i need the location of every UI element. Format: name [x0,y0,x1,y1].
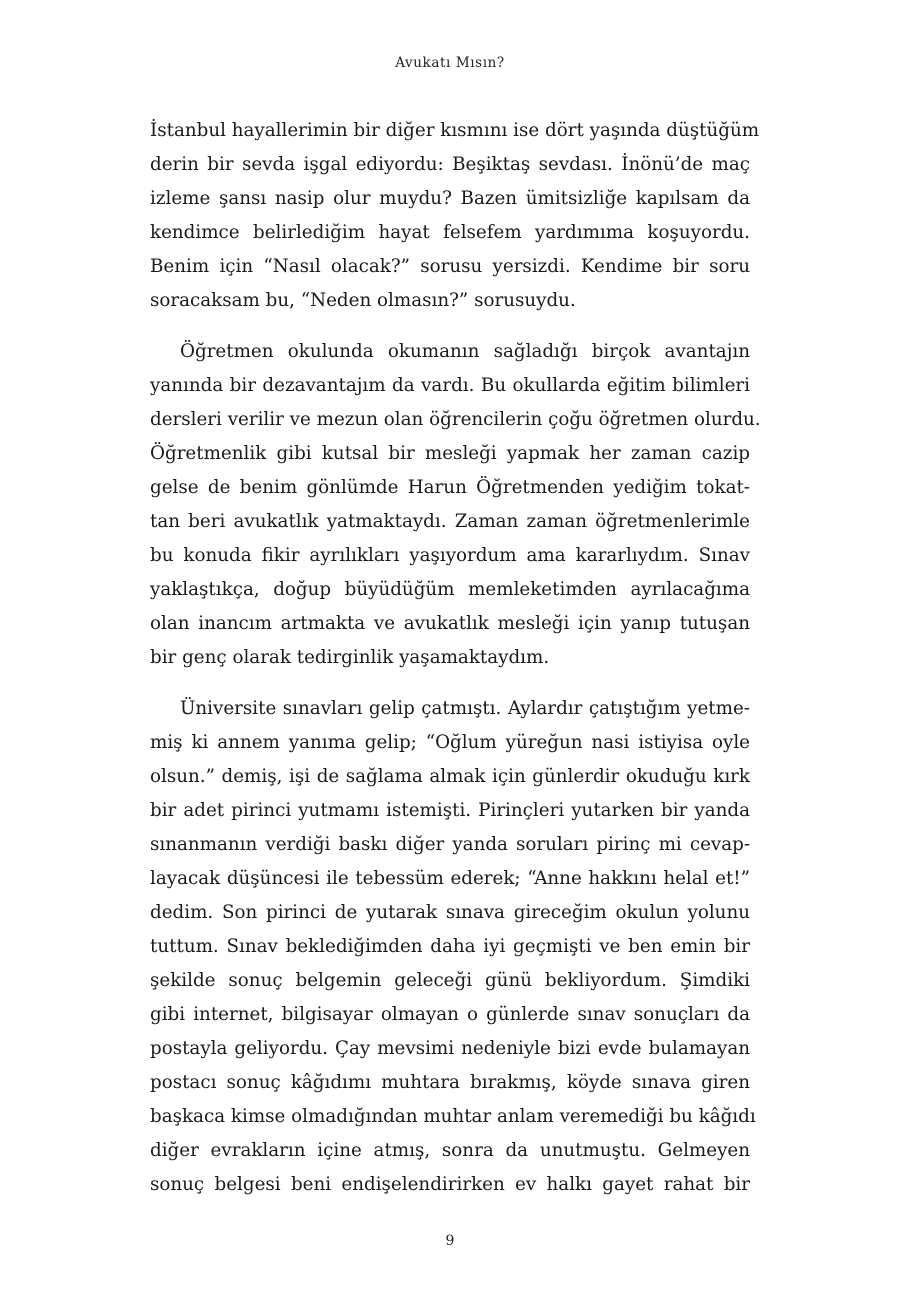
text-line: postayla geliyordu. Çay mevsimi nedeniyle bizi evde bulamayan [150,1038,750,1059]
text-line: Öğretmen okulunda okumanın sağladığı birçok avantajın [180,341,750,362]
text-line: yaklaştıkça, doğup büyüdüğüm memleketimden ayrılacağıma [150,579,750,600]
text-line: bir adet pirinci yutmamı istemişti. Pirinçleri yutarken bir yanda [150,800,750,821]
text-line: Üniversite sınavları gelip çatmıştı. Aylardır çatıştığım yetme- [180,698,750,719]
text-line: dedim. Son pirinci de yutarak sınava gireceğim okulun yolunu [150,902,750,923]
text-line: miş ki annem yanıma gelip; “Oğlum yüreğun nasi istiyisa oyle [150,732,750,753]
text-line: yanında bir dezavantajım da vardı. Bu okullarda eğitim bilimleri [150,375,750,396]
running-header: Avukatı Mısın? [395,55,505,71]
paragraph-2 [150,335,761,675]
text-line: şekilde sonuç belgemin geleceği günü bekliyordum. Şimdiki [150,970,750,991]
text-line: İstanbul hayallerimin bir diğer kısmını ise dört yaşında düştüğüm [150,120,760,141]
text-line: postacı sonuç kâğıdımı muhtara bırakmış, köyde sınava giren [150,1072,750,1093]
text-line: sonuç belgesi beni endişelendirirken ev halkı gayet rahat bir [150,1174,750,1195]
page-number: 9 [445,1233,455,1249]
text-line: diğer evrakların içine atmış, sonra da unutmuştu. Gelmeyen [150,1140,750,1161]
text-line: soracaksam bu, “Neden olmasın?” sorusuydu. [150,290,576,311]
text-line: tuttum. Sınav beklediğimden daha iyi geçmişti ve ben emin bir [150,936,750,957]
paragraph-1 [150,114,760,318]
text-line: sınanmanın verdiği baskı diğer yanda soruları pirinç mi cevap- [150,834,750,855]
text-line: Benim için “Nasıl olacak?” sorusu yersizdi. Kendime bir soru [150,256,750,277]
body-text [150,114,761,1219]
text-line: dersleri verilir ve mezun olan öğrencilerin çoğu öğretmen olurdu. [150,409,761,430]
text-line: gelse de benim gönlümde Harun Öğretmenden yediğim tokat- [150,477,750,498]
text-line: tan beri avukatlık yatmaktaydı. Zaman zaman öğretmenlerimle [150,511,750,532]
text-line: layacak düşüncesi ile tebessüm ederek; “Anne hakkını helal et!” [150,868,750,889]
text-line: Öğretmenlik gibi kutsal bir mesleği yapmak her zaman cazip [150,443,750,464]
text-line: olsun.” demiş, işi de sağlama almak için günlerdir okuduğu kırk [150,766,750,787]
text-line: bu konuda fikir ayrılıkları yaşıyordum ama kararlıydım. Sınav [150,545,750,566]
text-line: bir genç olarak tedirginlik yaşamaktaydım. [150,647,550,668]
text-line: derin bir sevda işgal ediyordu: Beşiktaş sevdası. İnönü’de maç [150,154,750,175]
text-line: izleme şansı nasip olur muydu? Bazen ümitsizliğe kapılsam da [150,188,750,209]
text-line: kendimce belirlediğim hayat felsefem yardımıma koşuyordu. [150,222,750,243]
text-line: gibi internet, bilgisayar olmayan o günlerde sınav sonuçları da [150,1004,750,1025]
paragraph-3 [150,692,756,1202]
text-line: başkaca kimse olmadığından muhtar anlam veremediği bu kâğıdı [150,1106,756,1127]
text-line: olan inancım artmakta ve avukatlık mesleği için yanıp tutuşan [150,613,750,634]
